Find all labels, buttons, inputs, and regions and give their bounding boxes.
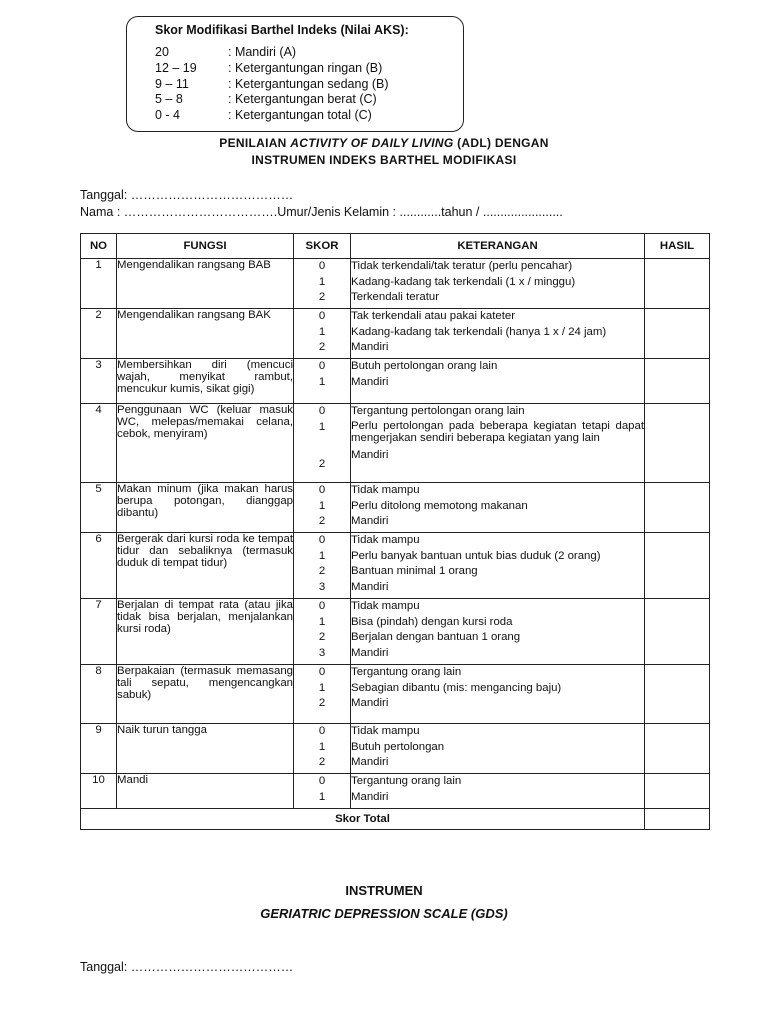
legend-row [155,45,463,61]
description-cell [351,533,645,599]
table-row [81,359,710,404]
adl-table-body [81,259,710,809]
legend-description: : Ketergantungan ringan (B) [228,60,383,75]
score-option: 0 [318,600,326,612]
score-option: 3 [318,580,326,593]
description-cell [351,309,645,359]
description-line: Berjalan dengan bantuan 1 orang [351,631,521,643]
legend-row [155,92,463,108]
description-line: Perlu ditolong memotong makanan [351,499,528,512]
score-options-cell [294,359,351,404]
legend-row [155,61,463,77]
description-line: Tak terkendali atau pakai kateter [351,310,515,322]
description-line: Tergantung orang lain [351,666,462,678]
title-part-a: PENILAIAN [219,136,291,150]
legend-range: 5 – 8 [155,92,183,107]
function-cell: Mengendalikan rangsang BAB [117,259,294,309]
score-option: 2 [318,341,326,353]
function-cell: Makan minum (jika makan harus berupa potongan, dianggap dibantu) [117,483,294,533]
name-field: Nama : ……………………………….Umur/Jenis Kelamin : ............tahun / ....................... [80,205,563,219]
gds-subtitle: GERIATRIC DEPRESSION SCALE (GDS) [260,906,508,921]
description-line: Sebagian dibantu (mis: mengancing baju) [351,681,562,694]
description-line: Mandiri [351,515,389,527]
table-row [81,665,710,724]
description-line: Tidak mampu [351,534,420,546]
gds-date-field: Tanggal: ………………………………… [80,960,294,974]
score-options-cell [294,774,351,809]
header-skor: SKOR [294,234,351,259]
score-option: 0 [318,405,326,417]
row-number: 9 [81,724,117,774]
header-no: NO [81,234,117,259]
result-cell[interactable] [645,404,710,483]
score-option: 2 [318,291,326,303]
row-number: 6 [81,533,117,599]
row-number: 3 [81,359,117,404]
score-option: 1 [318,499,326,512]
legend-row [155,77,463,93]
table-header-row [81,234,710,259]
score-option: 1 [318,615,326,628]
score-option: 2 [318,515,326,527]
result-cell[interactable] [645,599,710,665]
result-cell[interactable] [645,724,710,774]
row-number: 10 [81,774,117,809]
row-number: 5 [81,483,117,533]
description-line: Tidak mampu [351,600,420,612]
row-number: 7 [81,599,117,665]
row-number: 4 [81,404,117,483]
description-cell [351,665,645,724]
description-cell [351,483,645,533]
result-cell[interactable] [645,483,710,533]
table-row [81,533,710,599]
score-options-cell [294,483,351,533]
result-cell[interactable] [645,774,710,809]
score-option: 2 [318,697,326,709]
function-cell: Berpakaian (termasuk memasang tali sepatu, mengencangkan sabuk) [117,665,294,724]
score-option: 2 [318,565,326,577]
score-option: 2 [318,458,326,470]
description-line: Mandiri [351,448,389,461]
table-row [81,724,710,774]
score-option: 1 [318,681,326,694]
result-cell[interactable] [645,533,710,599]
description-line: Bantuan minimal 1 orang [351,565,478,577]
score-option: 1 [318,790,326,803]
function-cell: Mengendalikan rangsang BAK [117,309,294,359]
legend-range: 12 – 19 [155,60,197,75]
legend-range: 9 – 11 [155,76,189,91]
description-line: Tidak terkendali/tak teratur (perlu pencahar) [351,260,573,272]
function-cell: Mandi [117,774,294,809]
score-option: 0 [318,484,326,496]
gds-title: INSTRUMEN [345,883,423,898]
description-cell [351,404,645,483]
score-option: 2 [318,631,326,643]
score-options-cell [294,259,351,309]
table-row [81,404,710,483]
description-line: Butuh pertolongan [351,740,445,753]
description-line: Tergantung pertolongan orang lain [351,405,525,417]
score-options-cell [294,724,351,774]
description-line: Mandiri [351,756,389,768]
table-row [81,483,710,533]
table-row [81,259,710,309]
score-option: 1 [318,325,326,338]
total-value-cell[interactable] [645,809,710,830]
adl-table [80,233,710,830]
header-hasil: HASIL [645,234,710,259]
score-options-cell [294,599,351,665]
legend-range: 0 - 4 [155,108,181,123]
result-cell[interactable] [645,359,710,404]
score-option: 0 [318,666,326,678]
legend-rows [155,45,463,124]
legend-description: : Ketergantungan total (C) [228,108,372,123]
score-option: 1 [318,375,326,388]
date-field: Tanggal: ………………………………… [80,188,294,202]
function-cell: Naik turun tangga [117,724,294,774]
description-line: Tidak mampu [351,484,420,496]
result-cell[interactable] [645,665,710,724]
description-line: Kadang-kadang tak terkendali (1 x / minggu) [351,275,576,288]
score-option: 1 [318,420,326,433]
description-line: Kadang-kadang tak terkendali (hanya 1 x / 24 jam) [351,325,607,338]
table-row [81,774,710,809]
title-part-c: (ADL) DENGAN [453,136,549,150]
description-line: Mandiri [351,375,389,388]
score-option: 1 [318,275,326,288]
document-title-line2: INSTRUMEN INDEKS BARTHEL MODIFIKASI [251,153,517,167]
description-line: Mandiri [351,341,389,353]
score-option: 3 [318,646,326,659]
description-line: Butuh pertolongan orang lain [351,360,498,372]
total-label: Skor Total [81,809,645,830]
score-options-cell [294,665,351,724]
score-option: 0 [318,260,326,272]
row-number: 2 [81,309,117,359]
legend-range: 20 [155,45,169,59]
description-line: Tidak mampu [351,725,420,737]
score-option: 0 [318,725,326,737]
function-cell: Penggunaan WC (keluar masuk WC, melepas/memakai celana, cebok, menyiram) [117,404,294,483]
description-line: Tergantung orang lain [351,775,462,787]
score-legend-box [126,16,464,132]
score-option: 0 [318,534,326,546]
legend-description: : Ketergantungan berat (C) [228,92,377,107]
result-cell[interactable] [645,309,710,359]
header-fungsi: FUNGSI [117,234,294,259]
legend-row [155,108,463,124]
description-line: Bisa (pindah) dengan kursi roda [351,615,513,628]
score-option: 1 [318,549,326,562]
legend-title: Skor Modifikasi Barthel Indeks (Nilai AKS): [155,23,409,37]
result-cell[interactable] [645,259,710,309]
table-row [81,309,710,359]
score-option: 0 [318,310,326,322]
description-line: Mandiri [351,697,389,709]
function-cell: Berjalan di tempat rata (atau jika tidak bisa berjalan, menjalankan kursi roda) [117,599,294,665]
score-option: 0 [318,775,326,787]
legend-description: : Mandiri (A) [228,45,297,59]
description-cell [351,259,645,309]
row-number: 8 [81,665,117,724]
description-cell [351,774,645,809]
table-row [81,599,710,665]
row-number: 1 [81,259,117,309]
score-options-cell [294,404,351,483]
description-line: Terkendali teratur [351,291,440,303]
legend-description: : Ketergantungan sedang (B) [228,76,389,91]
total-row [81,809,710,830]
score-option: 0 [318,360,326,372]
score-options-cell [294,533,351,599]
function-cell: Membersihkan diri (mencuci wajah, menyikat rambut, mencukur kumis, sikat gigi) [117,359,294,404]
description-cell [351,359,645,404]
function-cell: Bergerak dari kursi roda ke tempat tidur dan sebaliknya (termasuk duduk di tempat tidur) [117,533,294,599]
score-options-cell [294,309,351,359]
description-line: Mandiri [351,580,389,593]
document-title-line1 [0,136,768,150]
description-cell [351,599,645,665]
score-option: 1 [318,740,326,753]
description-line: Perlu banyak bantuan untuk bias duduk (2 orang) [351,549,601,562]
description-cell [351,724,645,774]
score-option: 2 [318,756,326,768]
description-line: Perlu pertolongan pada beberapa kegiatan tetapi dapat mengerjakan sendiri beberapa kegiatan yang lain [351,419,644,444]
description-line: Mandiri [351,790,389,803]
description-line: Mandiri [351,646,389,659]
header-keterangan: KETERANGAN [351,234,645,259]
title-part-italic: ACTIVITY OF DAILY LIVING [290,136,454,150]
